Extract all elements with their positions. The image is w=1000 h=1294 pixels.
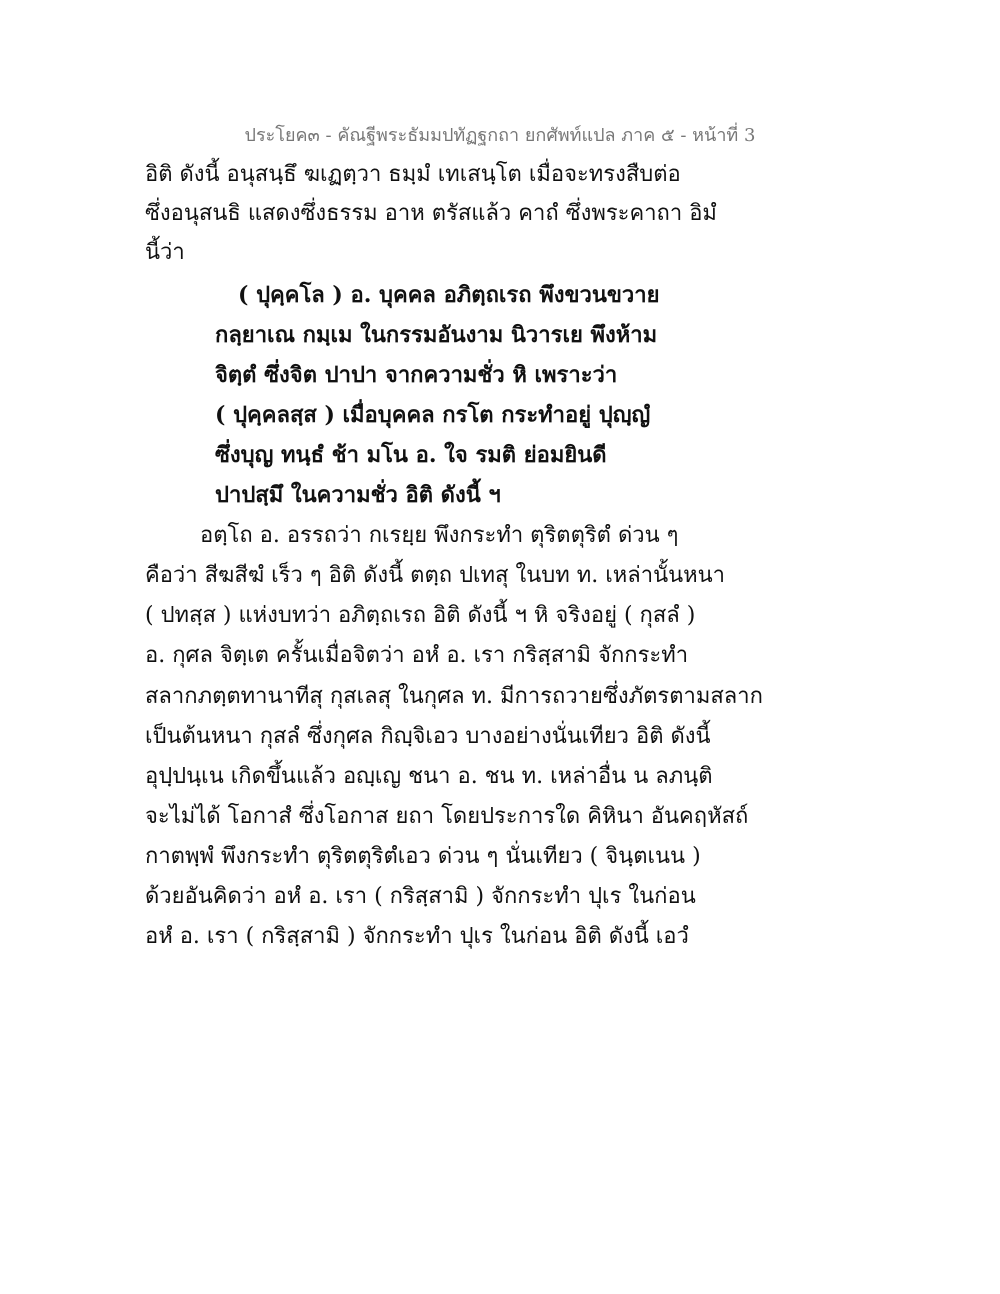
commentary-line: อหํ อ. เรา ( กริสฺสามิ ) จักกระทำ ปุเร ในก่อน อิติ ดังนี้ เอวํ <box>145 924 689 949</box>
commentary-line: กาตพฺพํ พึงกระทำ ตุริตตุริตํเอว ด่วน ๆ นั่นเทียว ( จินฺตเนน ) <box>145 844 701 869</box>
intro-line: นี้ว่า <box>145 240 185 265</box>
page-header: ประโยค๓ - คัณฐีพระธัมมปทัฏฐกถา ยกศัพท์แปล ภาค ๕ - หน้าที่ 3 <box>244 125 756 146</box>
commentary-line: เป็นต้นหนา กุสลํ ซึ่งกุศล กิญฺจิเอว บางอย่างนั่นเทียว อิติ ดังนี้ <box>145 724 711 749</box>
commentary-line: คือว่า สีฆสีฆํ เร็ว ๆ อิติ ดังนี้ ตตฺถ ปเทสุ ในบท ท. เหล่านั้นหนา <box>145 563 726 588</box>
intro-line: ซึ่งอนุสนธิ แสดงซึ่งธรรม อาห ตรัสแล้ว คาถํ ซึ่งพระคาถา อิมํ <box>145 201 717 226</box>
verse-line: ซึ่งบุญ ทนฺธํ ช้า มโน อ. ใจ รมติ ย่อมยินดี <box>215 442 607 468</box>
verse-line: ( ปุคฺคลสฺส ) เมื่อบุคคล กรโต กระทำอยู่ ปุญฺญํ <box>215 402 651 428</box>
commentary-line: ( ปทสฺส ) แห่งบทว่า อภิตฺถเรถ อิติ ดังนี้ ฯ หิ จริงอยู่ ( กุสลํ ) <box>145 603 696 628</box>
commentary-line: จะไม่ได้ โอกาสํ ซึ่งโอกาส ยถา โดยประการใด คิหินา อันคฤหัสถ์ <box>145 804 749 829</box>
verse-line: กลฺยาเณ กมฺเม ในกรรมอันงาม นิวารเย พึงห้าม <box>215 322 658 348</box>
commentary-line: อ. กุศล จิตฺเต ครั้นเมื่อจิตว่า อหํ อ. เรา กริสฺสามิ จักกระทำ <box>145 643 689 668</box>
verse-line: ( ปุคฺคโล ) อ. บุคคล อภิตฺถเรถ พึงขวนขวาย <box>238 282 660 308</box>
commentary-line: ด้วยอันคิดว่า อหํ อ. เรา ( กริสฺสามิ ) จักกระทำ ปุเร ในก่อน <box>145 884 696 909</box>
commentary-line: สลากภตฺตทานาทีสุ กุสเลสุ ในกุศล ท. มีการถวายซึ่งภัตรตามสลาก <box>145 684 763 709</box>
commentary-line: อตฺโถ อ. อรรถว่า กเรยฺย พึงกระทำ ตุริตตุริตํ ด่วน ๆ <box>200 523 679 548</box>
intro-line: อิติ ดังนี้ อนุสนฺธึ ฆเฏตฺวา ธมฺมํ เทเสนฺโต เมื่อจะทรงสืบต่อ <box>145 162 681 187</box>
verse-line: จิตฺตํ ซึ่งจิต ปาปา จากความชั่ว หิ เพราะว่า <box>215 362 618 388</box>
commentary-line: อุปฺปนฺเน เกิดขึ้นแล้ว อญฺเญ ชนา อ. ชน ท. เหล่าอื่น น ลภนฺติ <box>145 764 713 789</box>
verse-line: ปาปสฺมึ ในความชั่ว อิติ ดังนี้ ฯ <box>215 482 501 508</box>
